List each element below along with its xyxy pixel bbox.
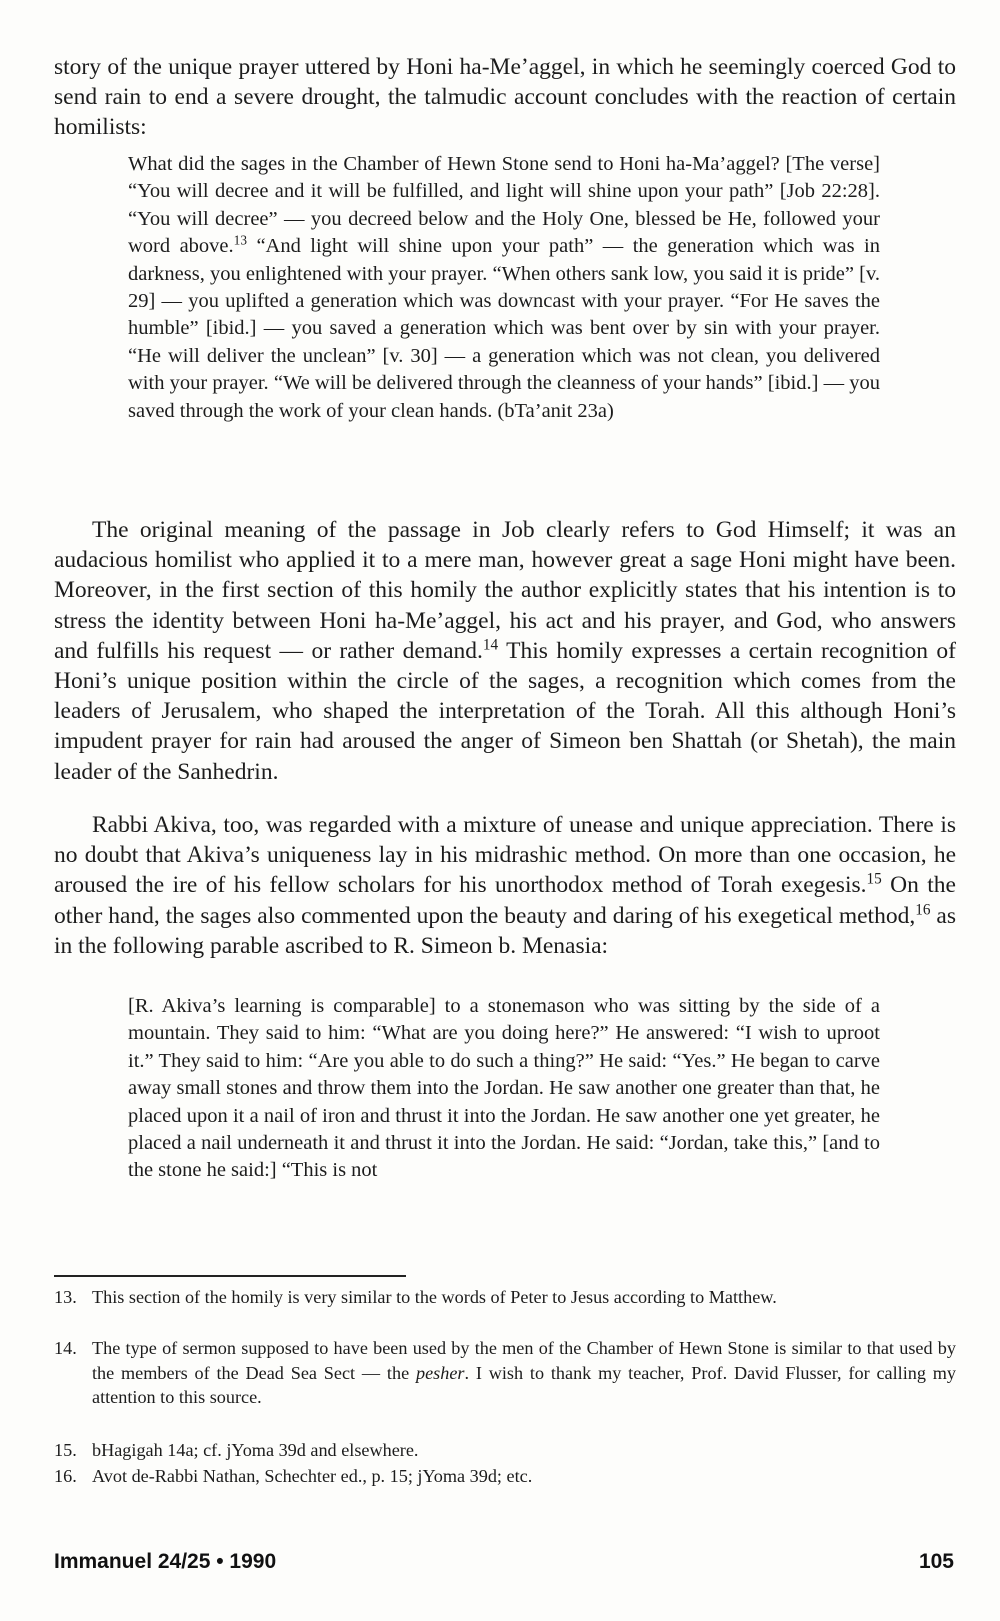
page-number: 105 (918, 1550, 954, 1573)
footnote-15: 15. bHagigah 14a; cf. jYoma 39d and elsewhere. (54, 1438, 956, 1463)
footnote-number: 15. (54, 1440, 77, 1460)
paragraph-job-meaning: The original meaning of the passage in Job clearly refers to God Himself; it was an audacious homilist who applied it to a mere man, however great a sage Honi might have been. Moreover, in the first section of this homily the author explicitly states that his intention is to stress the identity between Honi ha-Me’aggel, his act and his prayer, and God, who answers and fulfills his request — or rather demand.$^{14}$ This homily expresses a certain recognition of Honi’s unique position within the circle of the sages, a recognition which comes from the leaders of Jerusalem, who shaped the interpretation of the Torah. All this although Honi’s impudent prayer for rain had aroused the anger of Simeon ben Shattah (or Shetah), the main leader of the Sanhedrin. (54, 517, 957, 785)
paragraph-rabbi-akiva: Rabbi Akiva, too, was regarded with a mixture of unease and unique appreciation. There is no doubt that Akiva’s uniqueness lay in his midrashic method. On more than one occasion, he aroused the ire of his fellow scholars for his unorthodox method of Torah exegesis.$^{15}$ On the other hand, the sages also commented upon the beauty and daring of his exegetical method,$^{16}$ as in the following parable ascribed to R. Simeon b. Menasia: (54, 812, 956, 959)
block-quote-stonemason: [R. Akiva’s learning is comparable] to a stonemason who was sitting by the side of a mountain. They said to him: “What are you doing here?” He answered: “I wish to uproot it.” They said to him: “Are you able to do such a thing?” He said: “Yes.” He began to carve away small stones and throw them into the Jordan. He saw another one greater than that, he placed upon it a nail of iron and thrust it into the Jordan. He saw another one yet greater, he placed a nail underneath it and thrust it into the Jordan. He said: “Jordan, take this,” [and to the stone he said:] “This is not (128, 995, 880, 1182)
footnote-14: 14. The type of sermon supposed to have been used by the men of the Chamber of Hewn Stone is similar to that used by the members of the Dead Sea Sect — the pesher. I wish to thank my teacher, Prof. David Flusser, for calling my attention to this source. (54, 1338, 956, 1408)
italic-term: pesher (415, 1362, 465, 1383)
footnote-ref-14[interactable]: 14 (482, 636, 499, 654)
footnote-13: 13. This section of the homily is very similar to the words of Peter to Jesus according to Matthew. (54, 1285, 956, 1310)
footnote-number: 13. (54, 1287, 77, 1307)
journal-citation: Immanuel 24/25 • 1990 (54, 1550, 277, 1573)
footnote-number: 14. (54, 1338, 77, 1358)
footnote-ref-15[interactable]: 15 (866, 871, 882, 889)
footnote-divider (54, 1275, 406, 1277)
footnote-number: 16. (54, 1466, 77, 1486)
block-quote-taanit: What did the sages in the Chamber of Hewn Stone send to Honi ha-Ma’aggel? [The verse] “You will decree and it will be fulfilled, and light will shine upon your path” [Job 22:28]. “You will decree” — you decreed below and the Holy One, blessed be He, followed your word above.$^{13}$ “And light will shine upon your path” — the generation which was in darkness, you enlightened with your prayer. “When others sank low, you said it is pride” [v. 29] — you uplifted a generation which was downcast with your prayer. “For He saves the humble” [ibid.] — you saved a generation which was bent over by sin with your prayer. “He will deliver the unclean” [v. 30] — a generation which was not clean, you delivered with your prayer. “We will be delivered through the cleanness of your hands” [ibid.] — you saved through the work of your clean hands. (bTa’anit 23a) (128, 153, 880, 422)
footnote-16: 16. Avot de-Rabbi Nathan, Schechter ed., p. 15; jYoma 39d; etc. (54, 1464, 956, 1489)
paragraph-honi-intro: story of the unique prayer uttered by Honi ha-Me’aggel, in which he seemingly coerced God to send rain to end a severe drought, the talmudic account concludes with the reaction of certain homilists: (54, 54, 956, 141)
footnote-ref-16[interactable]: 16 (915, 901, 931, 919)
footnote-ref-13[interactable]: 13 (233, 232, 247, 248)
